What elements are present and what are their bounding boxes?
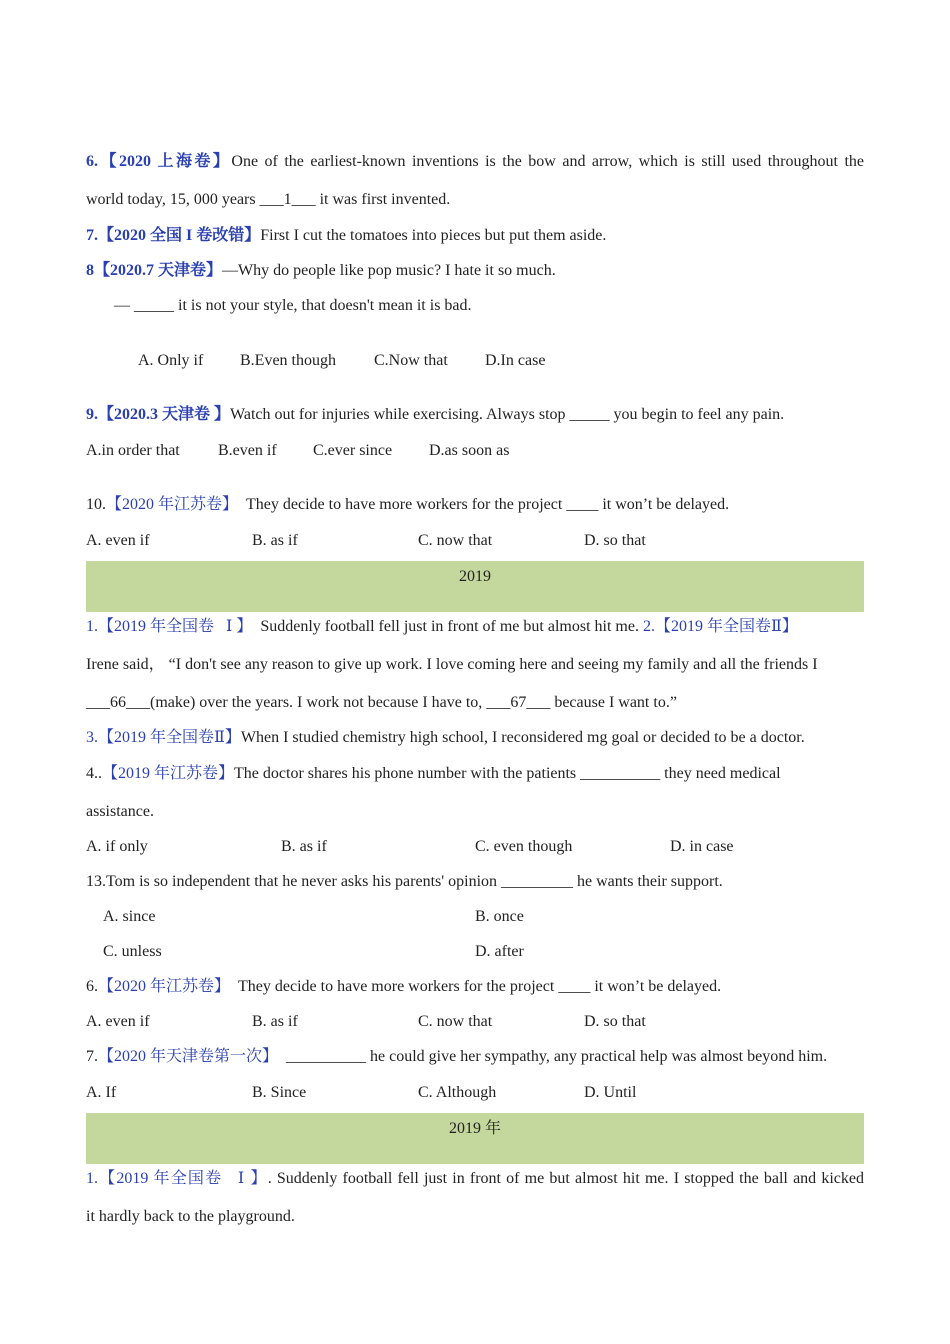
question-6-2020-jiangsu [86,977,864,997]
question-text: it was first invented. [315,191,451,208]
option-c: C. Although [418,1084,497,1101]
question-1-2019-b [86,1169,864,1189]
question-text: Watch out for injuries while exercising. Always stop _____ you begin to feel any pain. [230,406,785,423]
option-d: D.In case [485,352,546,369]
question-7 [86,226,864,246]
source-tag: 【2019 年全国卷Ⅱ】 [98,729,241,746]
option-b: B. as if [252,532,298,549]
question-2-line-2 [86,693,864,713]
option-d: D.as soon as [429,442,510,459]
option-c: C. now that [418,1013,493,1030]
question-number: 4.. [86,765,102,782]
option-d: D. Until [584,1084,637,1101]
source-tag: 【2020 上海卷】 [98,153,232,170]
option-c: C. even though [475,838,573,855]
question-number: 8 [86,262,94,279]
question-text: __________ he could give her sympathy, any practical help was almost beyond him. [278,1048,828,1065]
option-c: C. now that [418,532,493,549]
question-1-2019-b-line-2: it hardly back to the playground. [86,1208,295,1225]
question-number: 2. [642,618,655,635]
question-6-line-1 [86,152,864,172]
question-text: . Suddenly football fell just in front of me but almost hit me. I stopped the ball and kicked [267,1170,864,1187]
answer-blank: ___1___ [259,191,316,208]
question-13: 13.Tom is so independent that he never asks his parents' opinion _________ he wants their support. [86,873,723,890]
section-title: 2019 年 [448,1120,501,1137]
question-text: Suddenly football fell just in front of me but almost hit me. [252,618,643,635]
option-b: B. as if [281,838,327,855]
option-d: D. so that [584,532,646,549]
option-c: C. unless [103,943,162,960]
answer-blank-66: ___66___ [86,694,150,711]
question-number: 6. [86,978,98,995]
question-number: 10. [86,496,106,513]
question-number: 9. [86,406,98,423]
question-8-reply: — _____ it is not your style, that doesn't mean it is bad. [114,297,472,314]
question-text: (make) over the years. I work not because I have to, [150,694,487,711]
question-4-2019 [86,764,864,784]
question-text: because I want to.” [550,694,677,711]
question-text: One of the earliest-known inventions is the bow and arrow, which is still used throughout the [231,153,864,170]
source-tag: 【2020.7 天津卷】 [94,262,223,279]
option-d: D. so that [584,1013,646,1030]
option-d: D. in case [670,838,734,855]
option-a: A.in order that [86,442,180,459]
option-c: C.Now that [374,352,448,369]
option-b: B. as if [252,1013,298,1030]
source-tag: 【2020 年天津卷第一次】 [98,1048,279,1065]
question-number: 1. [86,618,98,635]
question-number: 1. [86,1170,98,1187]
option-b: B. once [475,908,524,925]
question-number: 7. [86,227,98,244]
question-number: 6. [86,153,98,170]
option-b: B.even if [218,442,277,459]
question-number: 3. [86,729,98,746]
question-text: They decide to have more workers for the project ____ it won’t be delayed. [238,496,730,513]
source-tag: 【2019 年全国卷 Ⅰ 】 [98,1170,268,1187]
question-8 [86,261,864,281]
option-b: B.Even though [240,352,336,369]
source-tag: 【2020.3 天津卷 】 [98,406,231,423]
question-text: When I studied chemistry high school, I reconsidered mg goal or decided to be a doctor. [240,729,805,746]
source-tag: 【2020 年江苏卷】 [106,496,239,513]
option-c: C.ever since [313,442,393,459]
question-9 [86,405,864,425]
question-4-line-2: assistance. [86,803,154,820]
question-6-line-2 [86,190,864,210]
section-band-2019-year [86,1113,864,1164]
option-d: D. after [475,943,524,960]
question-text: The doctor shares his phone number with the patients __________ they need medical [234,765,781,782]
question-text: world today, 15, 000 years [86,191,260,208]
option-a: A. Only if [138,352,204,369]
question-text: First I cut the tomatoes into pieces but put them aside. [260,227,607,244]
question-1-2019 [86,617,864,637]
option-b: B. Since [252,1084,307,1101]
question-3-2019 [86,728,864,748]
option-a: A. if only [86,838,148,855]
question-text: They decide to have more workers for the project ____ it won’t be delayed. [230,978,722,995]
question-text: —Why do people like pop music? I hate it so much. [222,262,556,279]
source-tag: 【2020 全国 I 卷改错】 [98,227,261,244]
section-title: 2019 [459,568,491,585]
source-tag: 【2019 年全国卷 Ⅰ 】 [98,618,253,635]
option-a: A. If [86,1084,117,1101]
source-tag: 【2019 年全国卷Ⅱ】 [654,618,798,635]
question-number: 7. [86,1048,98,1065]
source-tag: 【2019 年江苏卷】 [102,765,235,782]
option-a: A. since [103,908,156,925]
answer-blank-67: ___67___ [486,694,551,711]
question-7-2020-tianjin [86,1047,864,1067]
option-a: A. even if [86,532,150,549]
question-2-line-1: Irene said， “I don't see any reason to give up work. I love coming here and seeing my family and all the friends I [86,656,818,673]
section-band-2019 [86,561,864,612]
source-tag: 【2020 年江苏卷】 [98,978,231,995]
question-10 [86,495,864,515]
option-a: A. even if [86,1013,150,1030]
